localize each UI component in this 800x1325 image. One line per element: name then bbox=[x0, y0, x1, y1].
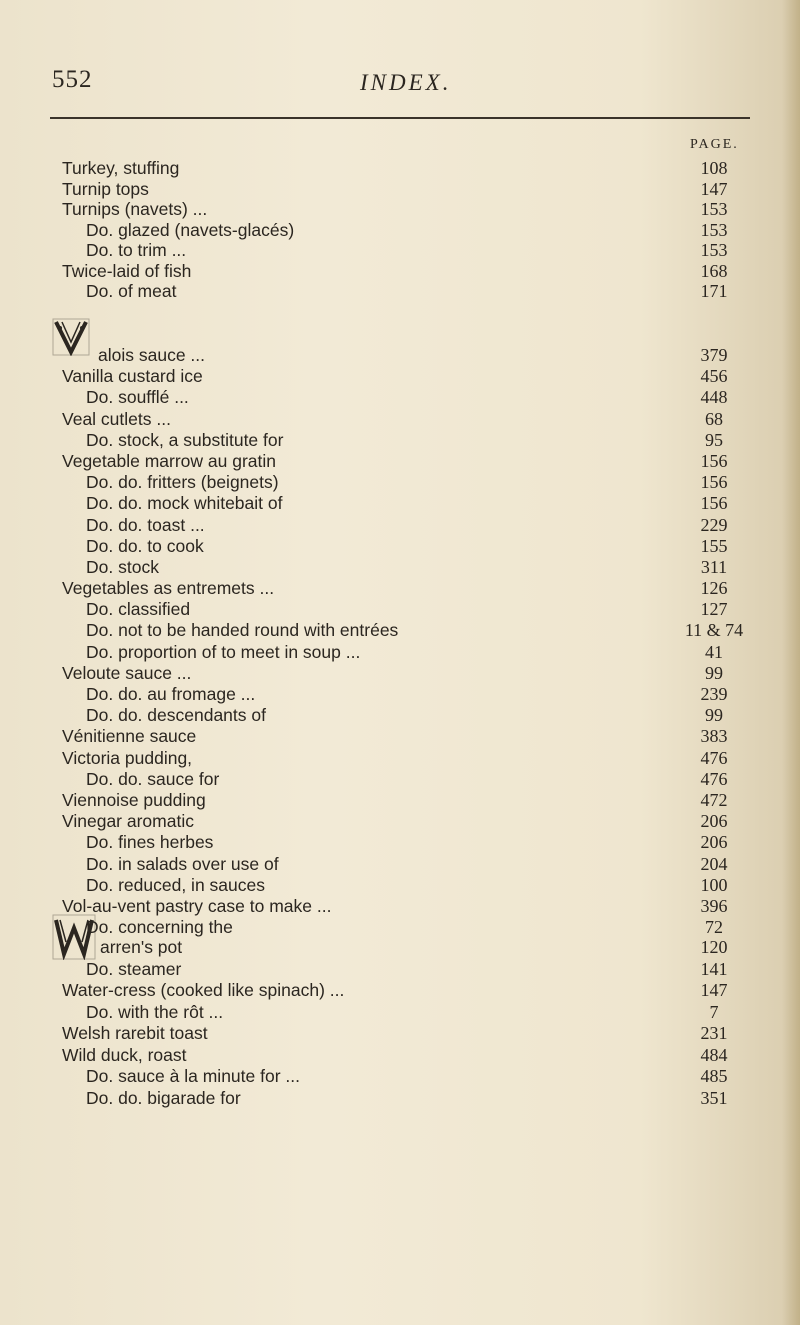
index-entry-label: Do. do. au fromage ... bbox=[86, 684, 256, 704]
index-entry-label: Do. proportion of to meet in soup ... bbox=[86, 641, 361, 662]
index-entry bbox=[0, 726, 800, 747]
index-entry bbox=[0, 493, 800, 514]
index-entry-label: Vanilla custard ice bbox=[62, 366, 203, 387]
index-entry-page: 204 bbox=[700, 853, 728, 874]
index-entry-label: Vegetable marrow au gratin bbox=[62, 450, 277, 471]
index-entry bbox=[0, 959, 800, 981]
index-entry-page: 448 bbox=[700, 387, 728, 408]
index-entry bbox=[0, 937, 800, 959]
index-entry bbox=[0, 980, 800, 1002]
index-entry bbox=[0, 430, 800, 451]
index-entry-page: 156 bbox=[700, 493, 728, 514]
index-entry bbox=[0, 769, 800, 790]
index-entry-label: Do. do. descendants of bbox=[86, 705, 266, 726]
index-entry bbox=[0, 536, 800, 557]
index-entry-label: Do. do. mock whitebait of bbox=[86, 493, 283, 514]
index-entry-label: Do. steamer bbox=[86, 958, 182, 979]
index-entry-page: 484 bbox=[700, 1044, 728, 1065]
index-entry bbox=[0, 663, 800, 684]
index-entry bbox=[0, 875, 800, 896]
index-entry-page: 153 bbox=[700, 199, 728, 219]
index-entry bbox=[0, 917, 800, 938]
index-entry-page: 7 bbox=[709, 1001, 719, 1022]
index-entry-page: 229 bbox=[700, 514, 728, 535]
index-entry-page: 239 bbox=[700, 684, 728, 704]
index-entry bbox=[0, 1088, 800, 1110]
index-entry bbox=[0, 748, 800, 769]
index-entry bbox=[0, 409, 800, 430]
index-entry-label: Vinegar aromatic bbox=[62, 811, 194, 832]
index-entry bbox=[0, 220, 800, 241]
index-entry-label: Vegetables as entremets ... bbox=[62, 578, 275, 599]
index-entry-label: Turkey, stuffing bbox=[62, 158, 180, 178]
index-entry-label: Do. classified bbox=[86, 599, 191, 620]
index-entry-label: Turnips (navets) ... bbox=[62, 199, 208, 219]
index-entry-label: Twice-laid of fish bbox=[62, 260, 192, 281]
index-entry bbox=[0, 199, 800, 220]
index-entry-page: 155 bbox=[700, 535, 728, 556]
index-entry-label: Turnip tops bbox=[62, 178, 149, 199]
index-entry bbox=[0, 451, 800, 472]
index-entry-label: Welsh rarebit toast bbox=[62, 1023, 208, 1043]
index-entry-page: 485 bbox=[700, 1066, 728, 1086]
index-entry-page: 156 bbox=[700, 450, 728, 471]
index-entry-page: 171 bbox=[700, 281, 728, 301]
index-entry-page: 476 bbox=[700, 747, 728, 768]
index-entry-page: 379 bbox=[700, 345, 728, 365]
index-entry-label: Do. stock bbox=[86, 556, 159, 577]
index-entry-page: 100 bbox=[700, 874, 728, 895]
index-entry bbox=[0, 1066, 800, 1088]
index-entry bbox=[0, 790, 800, 811]
index-entry bbox=[0, 158, 800, 179]
index-entry-page: 168 bbox=[700, 260, 728, 281]
index-entry bbox=[0, 179, 800, 200]
index-entry-label: Do. fines herbes bbox=[86, 832, 214, 853]
index-entry bbox=[0, 1023, 800, 1045]
index-entry bbox=[0, 620, 800, 641]
index-entry-label: Do. do. to cook bbox=[86, 535, 204, 556]
index-entry bbox=[0, 684, 800, 705]
page-column-heading: PAGE. bbox=[690, 137, 739, 152]
index-section-v bbox=[0, 345, 800, 938]
index-entry-page: 456 bbox=[700, 366, 728, 387]
index-entry bbox=[0, 1045, 800, 1067]
index-section-w bbox=[0, 937, 800, 1109]
index-entry-label: Do. not to be handed round with entrées bbox=[86, 620, 399, 641]
index-entry bbox=[0, 472, 800, 493]
index-entry bbox=[0, 854, 800, 875]
index-entry-page: 11 & 74 bbox=[684, 620, 744, 641]
index-entry bbox=[0, 896, 800, 917]
index-entry-page: 383 bbox=[700, 726, 728, 747]
index-entry-label: Do. do. toast ... bbox=[86, 514, 205, 535]
index-entry-page: 206 bbox=[700, 811, 728, 832]
index-entry bbox=[0, 387, 800, 408]
index-entry-label: Do. reduced, in sauces bbox=[86, 874, 265, 895]
index-entry-label: Water-cress (cooked like spinach) ... bbox=[62, 980, 345, 1000]
index-entry-page: 147 bbox=[700, 178, 728, 199]
index-entry-label: Veal cutlets ... bbox=[62, 408, 171, 429]
index-entry bbox=[0, 261, 800, 282]
header-rule bbox=[50, 117, 750, 119]
index-entry-page: 95 bbox=[705, 429, 723, 450]
index-entry bbox=[0, 705, 800, 726]
index-entry bbox=[0, 345, 800, 366]
index-entry-page: 231 bbox=[700, 1023, 728, 1043]
index-entry-page: 311 bbox=[700, 556, 728, 577]
index-entry-page: 153 bbox=[700, 219, 728, 240]
index-entry bbox=[0, 281, 800, 302]
index-entry-page: 99 bbox=[705, 705, 723, 726]
index-entry-page: 127 bbox=[700, 599, 728, 620]
index-entry bbox=[0, 599, 800, 620]
index-entry-label: Wild duck, roast bbox=[62, 1044, 187, 1065]
index-entry-label: arren's pot bbox=[100, 937, 183, 957]
index-entry-label: Do. of meat bbox=[86, 281, 177, 301]
index-entry-label: Do. in salads over use of bbox=[86, 853, 279, 874]
index-entry-label: Do. stock, a substitute for bbox=[86, 429, 284, 450]
index-entry bbox=[0, 1002, 800, 1024]
index-entry-label: Do. sauce à la minute for ... bbox=[86, 1066, 300, 1086]
index-entry-page: 72 bbox=[705, 917, 723, 938]
index-entry-page: 156 bbox=[700, 472, 728, 493]
index-entry-label: Viennoise pudding bbox=[62, 789, 206, 810]
index-entry-label: Do. soufflé ... bbox=[86, 387, 189, 408]
index-section-t bbox=[0, 158, 800, 302]
index-entry-page: 396 bbox=[700, 895, 728, 916]
index-entry-page: 351 bbox=[700, 1087, 728, 1108]
index-entry-page: 68 bbox=[705, 408, 723, 429]
index-entry bbox=[0, 240, 800, 261]
index-entry-page: 472 bbox=[700, 789, 728, 810]
index-entry-label: Veloute sauce ... bbox=[62, 662, 192, 683]
index-entry bbox=[0, 811, 800, 832]
index-entry bbox=[0, 642, 800, 663]
index-entry-label: Do. do. sauce for bbox=[86, 768, 220, 789]
index-entry-page: 120 bbox=[700, 937, 728, 957]
index-entry-page: 147 bbox=[700, 980, 728, 1000]
index-entry-label: Do. to trim ... bbox=[86, 240, 187, 260]
index-entry-label: Do. do. fritters (beignets) bbox=[86, 472, 279, 493]
index-entry bbox=[0, 366, 800, 387]
index-entry-label: alois sauce ... bbox=[98, 345, 205, 365]
index-entry-page: 206 bbox=[700, 832, 728, 853]
index-entry bbox=[0, 578, 800, 599]
running-head: INDEX. bbox=[360, 70, 452, 95]
index-entry-label: Do. concerning the bbox=[86, 917, 233, 938]
index-entry bbox=[0, 832, 800, 853]
index-entry-page: 41 bbox=[705, 641, 723, 662]
page-number: 552 bbox=[52, 66, 93, 93]
index-entry bbox=[0, 515, 800, 536]
index-entry-page: 99 bbox=[705, 662, 723, 683]
index-entry-label: Do. do. bigarade for bbox=[86, 1087, 241, 1108]
index-entry-label: Do. with the rôt ... bbox=[86, 1001, 224, 1022]
index-entry-page: 141 bbox=[700, 958, 728, 979]
index-entry bbox=[0, 557, 800, 578]
index-entry-page: 126 bbox=[700, 578, 728, 599]
index-entry-label: Victoria pudding, bbox=[62, 747, 193, 768]
index-entry-label: Vénitienne sauce bbox=[62, 726, 197, 747]
index-entry-label: Do. glazed (navets-glacés) bbox=[86, 219, 295, 240]
index-entry-label: Vol-au-vent pastry case to make ... bbox=[62, 895, 332, 916]
index-entry-page: 153 bbox=[700, 240, 728, 260]
index-entry-page: 476 bbox=[700, 768, 728, 789]
index-entry-page: 108 bbox=[700, 158, 728, 178]
